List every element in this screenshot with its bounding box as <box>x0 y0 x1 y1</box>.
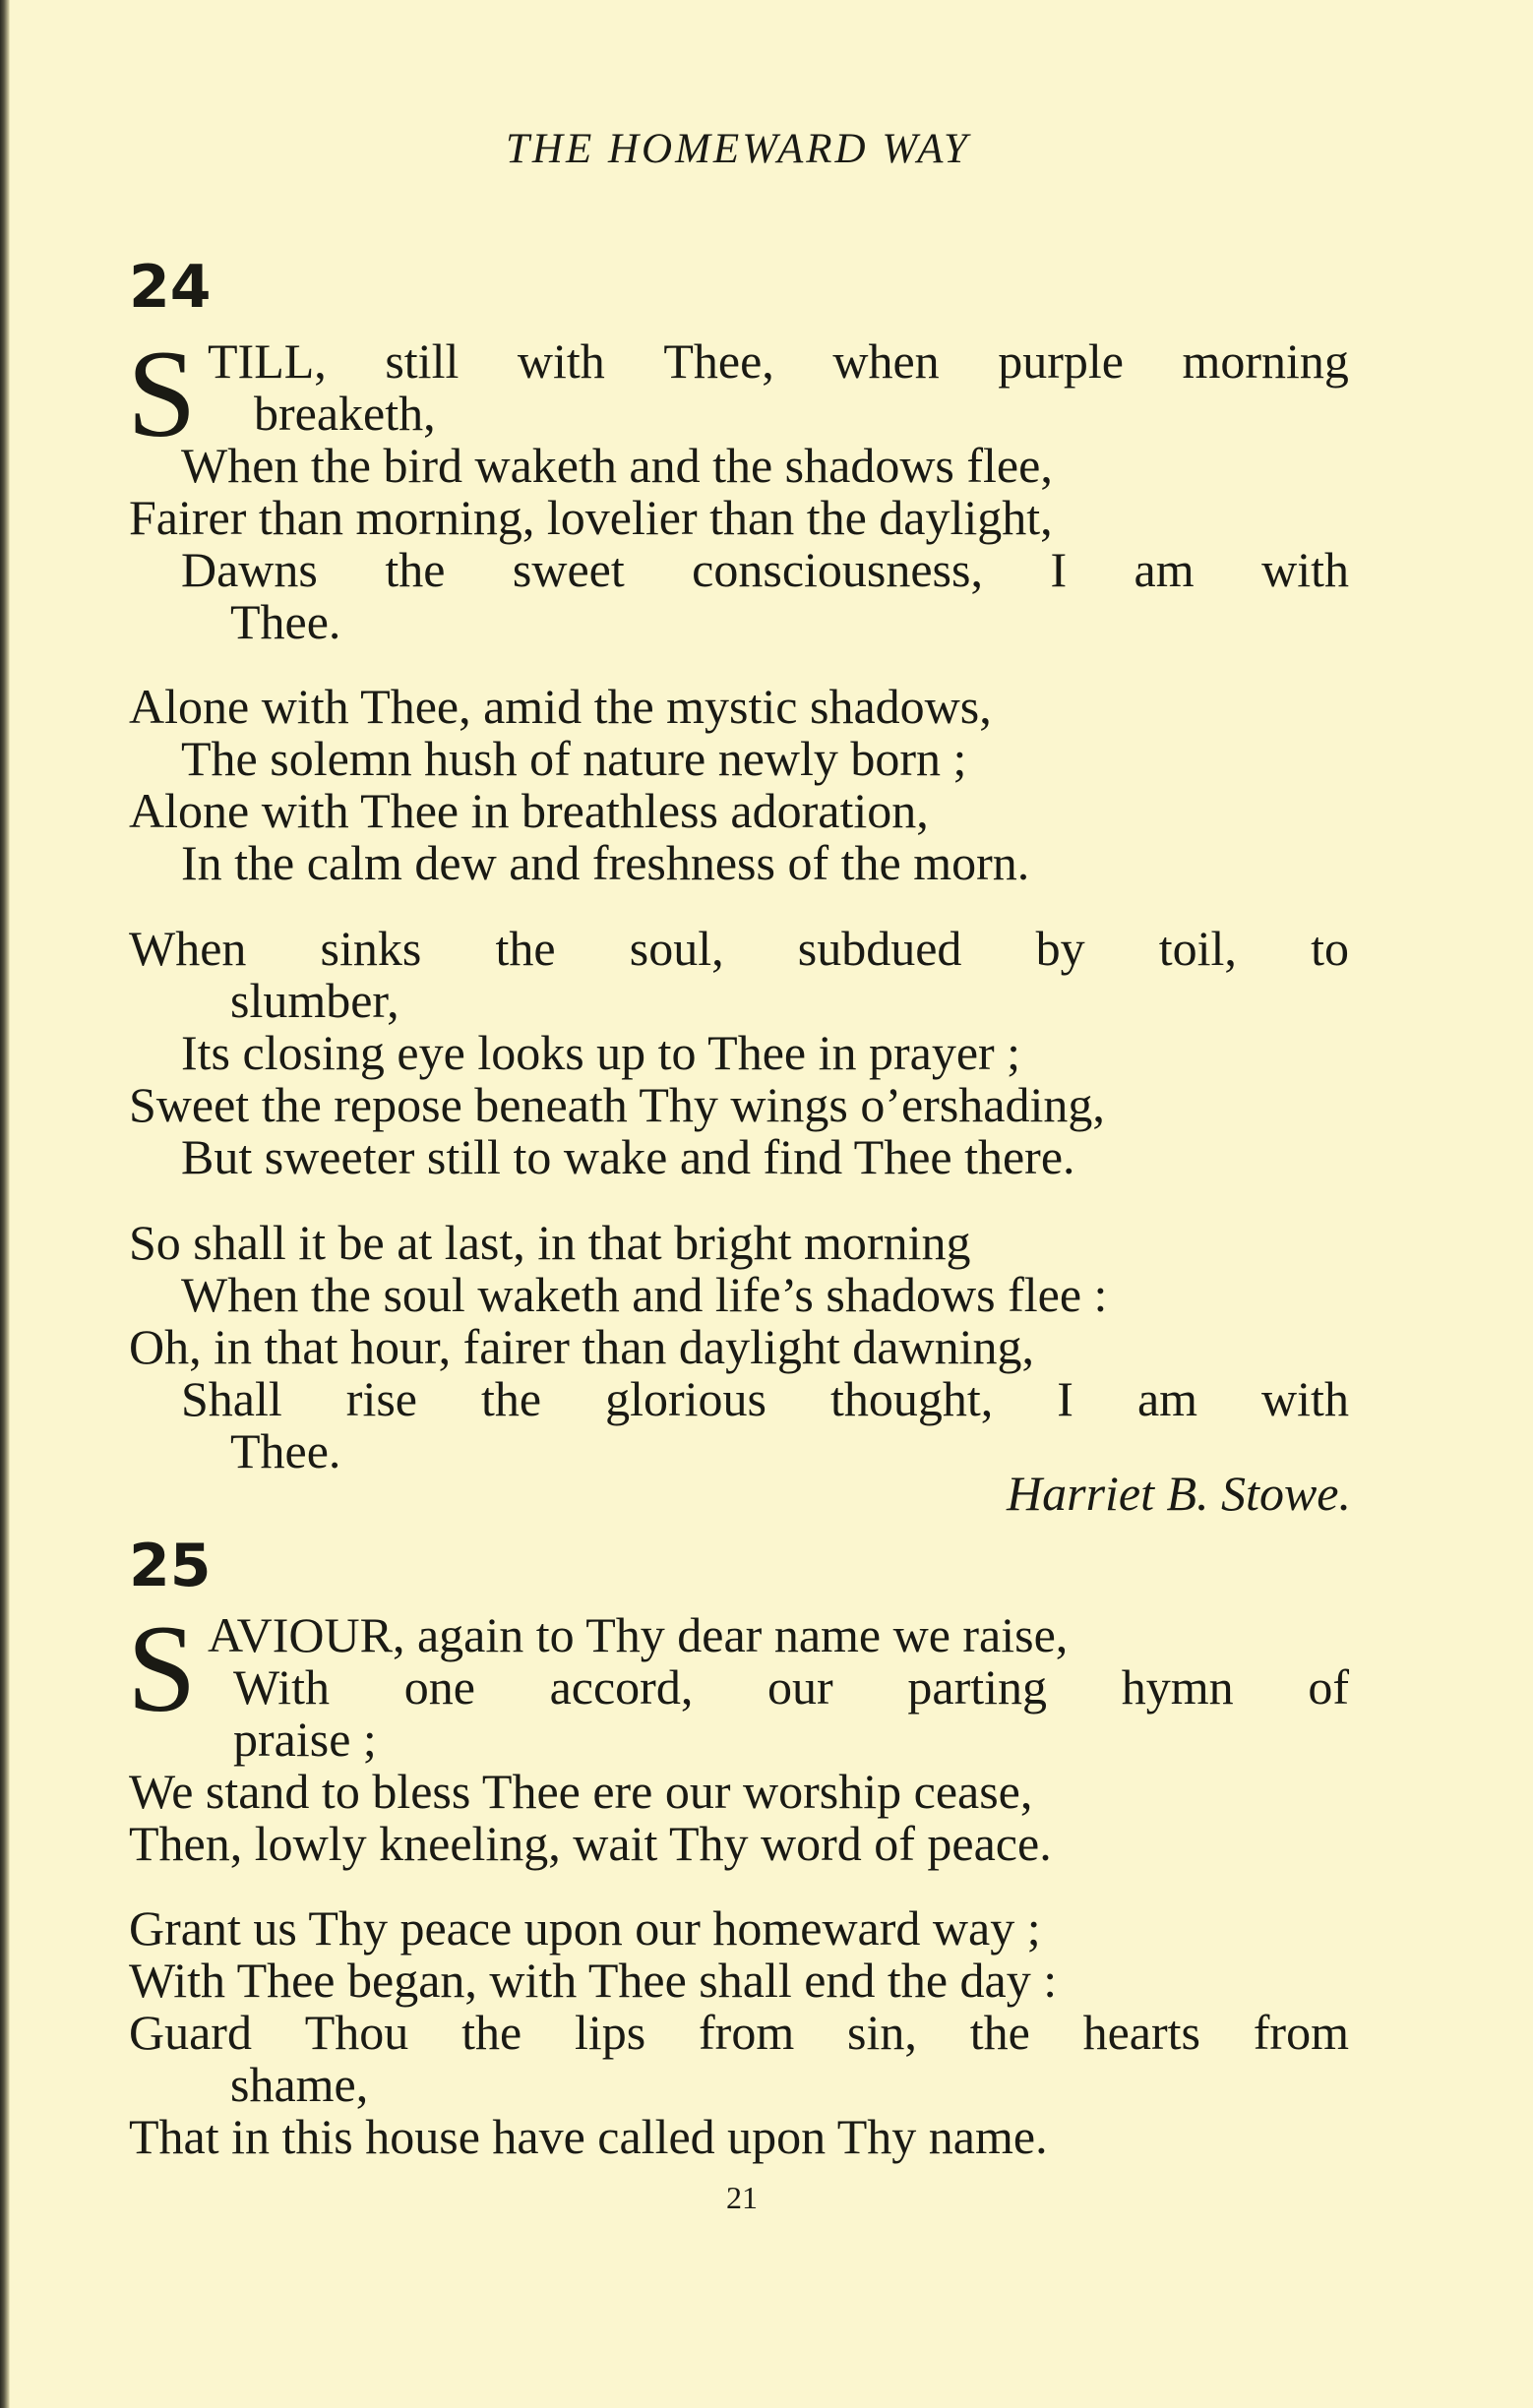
word: am <box>1134 542 1195 597</box>
hymn-24-line-9: Alone with Thee in breathless adoration, <box>129 783 929 838</box>
word: with <box>517 333 605 389</box>
word: parting <box>907 1659 1048 1715</box>
word: the <box>969 2005 1030 2060</box>
hymn-24-line-1 <box>208 333 1349 389</box>
hymn-25-line-8 <box>129 2005 1349 2060</box>
drop-cap-25: S <box>127 1600 197 1738</box>
word: hymn <box>1121 1659 1234 1715</box>
word: Thou <box>304 2005 409 2060</box>
word: soul, <box>629 921 724 976</box>
word: toil, <box>1158 921 1237 976</box>
hymn-24-line-13: Its closing eye looks up to Thee in prayer ; <box>181 1025 1021 1080</box>
hymn-24-line-12: slumber, <box>230 973 399 1028</box>
word: rise <box>345 1371 417 1426</box>
word: With <box>233 1659 330 1715</box>
hymn-24-line-6: Thee. <box>230 594 341 649</box>
word: the <box>385 542 446 597</box>
hymn-25-line-9: shame, <box>230 2057 369 2112</box>
hymn-number-25: 25 <box>129 1532 212 1600</box>
word: subdued <box>797 921 962 976</box>
word: the <box>481 1371 542 1426</box>
word: of <box>1308 1659 1349 1715</box>
hymn-24-line-20: Thee. <box>230 1423 341 1478</box>
word: accord, <box>549 1659 694 1715</box>
hymn-25-line-1: AVIOUR, again to Thy dear name we raise, <box>208 1607 1069 1662</box>
word: to <box>1311 921 1349 976</box>
word: when <box>832 333 940 389</box>
word: sweet <box>512 542 625 597</box>
word: consciousness, <box>692 542 983 597</box>
hymn-25-line-2 <box>233 1659 1349 1715</box>
word: our <box>767 1659 833 1715</box>
drop-cap-24: S <box>127 326 197 463</box>
word: with <box>1261 1371 1349 1426</box>
page-number: 21 <box>726 2180 758 2215</box>
word: the <box>461 2005 522 2060</box>
word: one <box>403 1659 475 1715</box>
hymn-24-line-8: The solemn hush of nature newly born ; <box>181 731 967 786</box>
word: thought, <box>830 1371 994 1426</box>
hymn-24-line-10: In the calm dew and freshness of the morn. <box>181 835 1030 890</box>
word: I <box>1057 1371 1073 1426</box>
word: hearts <box>1082 2005 1200 2060</box>
word: I <box>1050 542 1068 597</box>
hymn-24-line-17: When the soul waketh and life’s shadows flee : <box>181 1267 1108 1322</box>
word: When <box>129 921 247 976</box>
word: still <box>385 333 460 389</box>
word: from <box>1253 2005 1349 2060</box>
word: sin, <box>847 2005 917 2060</box>
word: sinks <box>320 921 422 976</box>
hymn-24-line-5 <box>181 542 1349 597</box>
hymn-25-line-6: Grant us Thy peace upon our homeward way ; <box>129 1900 1041 1956</box>
word: with <box>1261 542 1349 597</box>
hymn-24-line-19 <box>181 1371 1349 1426</box>
word: purple <box>998 333 1124 389</box>
hymn-24-attribution: Harriet B. Stowe. <box>1007 1466 1351 1521</box>
hymn-25-line-7: With Thee began, with Thee shall end the day : <box>129 1953 1058 2008</box>
word: morning <box>1182 333 1349 389</box>
word: TILL, <box>208 333 327 389</box>
word: glorious <box>605 1371 766 1426</box>
word: from <box>699 2005 795 2060</box>
page-binding-edge <box>0 0 10 2408</box>
word: am <box>1136 1371 1198 1426</box>
word: the <box>495 921 556 976</box>
hymn-24-line-2: breaketh, <box>254 386 436 441</box>
hymn-24-line-15: But sweeter still to wake and find Thee there. <box>181 1129 1075 1184</box>
hymn-24-line-16: So shall it be at last, in that bright morning <box>129 1215 971 1270</box>
hymn-number-24: 24 <box>129 253 212 322</box>
hymn-24-line-18: Oh, in that hour, fairer than daylight dawning, <box>129 1319 1034 1374</box>
hymn-25-line-10: That in this house have called upon Thy name. <box>129 2109 1048 2164</box>
word: Thee, <box>663 333 774 389</box>
running-head: THE HOMEWARD WAY <box>506 126 970 172</box>
hymn-25-line-3: praise ; <box>233 1712 377 1767</box>
hymn-24-line-7: Alone with Thee, amid the mystic shadows, <box>129 679 992 734</box>
hymn-24-line-14: Sweet the repose beneath Thy wings o’ershading, <box>129 1077 1105 1132</box>
hymn-25-line-5: Then, lowly kneeling, wait Thy word of peace. <box>129 1816 1052 1871</box>
word: Guard <box>129 2005 252 2060</box>
word: Shall <box>181 1371 282 1426</box>
word: by <box>1035 921 1085 976</box>
word: Dawns <box>181 542 318 597</box>
word: lips <box>574 2005 646 2060</box>
hymn-24-line-4: Fairer than morning, lovelier than the daylight, <box>129 490 1053 545</box>
hymn-24-line-11 <box>129 921 1349 976</box>
hymn-24-line-3: When the bird waketh and the shadows flee, <box>181 438 1053 493</box>
hymn-25-line-4: We stand to bless Thee ere our worship cease, <box>129 1764 1033 1819</box>
